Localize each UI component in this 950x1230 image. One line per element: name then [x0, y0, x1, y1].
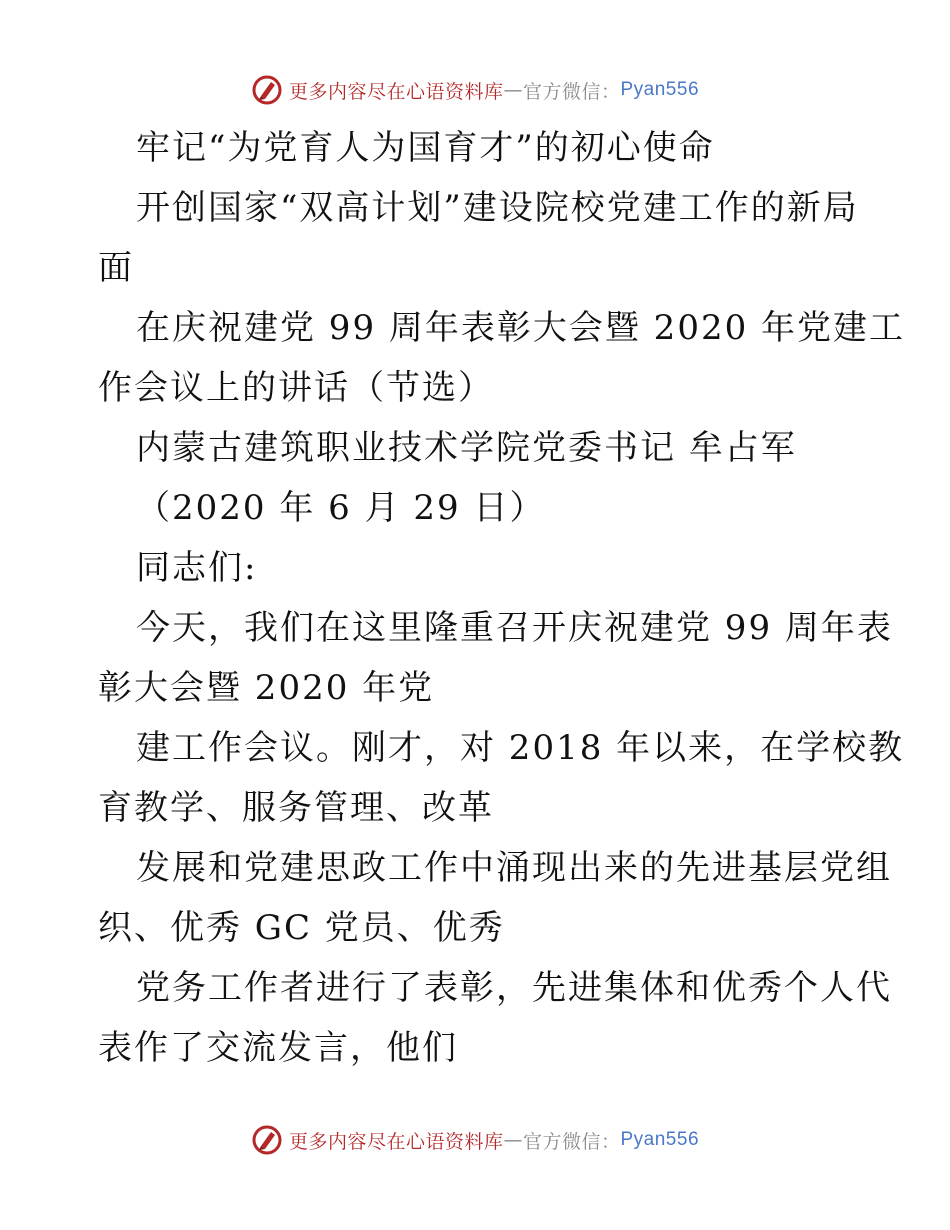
document-line: 彰大会暨 2020 年党: [98, 668, 435, 708]
footer-watermark: [0, 1120, 950, 1160]
document-line: 开创国家“双高计划”建设院校党建工作的新局: [136, 188, 859, 228]
document-line: 面: [98, 248, 134, 288]
watermark-wechat-label: 官方微信：: [522, 1130, 621, 1153]
document-line: （2020 年 6 月 29 日）: [136, 488, 546, 528]
document-line: 党务工作者进行了表彰，先进集体和优秀个人代: [136, 968, 892, 1008]
document-body: [98, 118, 906, 1078]
document-line: 今天，我们在这里隆重召开庆祝建党 99 周年表: [136, 608, 893, 648]
document-line: 表作了交流发言，他们: [98, 1028, 458, 1068]
document-line: 织、优秀 GC 党员、优秀: [98, 908, 505, 948]
document-line: 建工作会议。刚才，对 2018 年以来，在学校教: [136, 728, 905, 768]
watermark-dash: —: [503, 79, 523, 101]
pen-logo-icon: [251, 74, 283, 106]
document-line: 在庆祝建党 99 周年表彰大会暨 2020 年党建工: [136, 308, 906, 348]
header-watermark: [0, 70, 950, 110]
watermark-wechat-label: 官方微信：: [522, 80, 621, 103]
document-line: 同志们:: [136, 548, 258, 588]
document-line: 内蒙古建筑职业技术学院党委书记 牟占军: [136, 428, 797, 468]
watermark-wechat-id: Pyan556: [620, 1129, 700, 1150]
document-line: 育教学、服务管理、改革: [98, 788, 494, 828]
watermark-dash: —: [503, 1129, 523, 1151]
document-line: 发展和党建思政工作中涌现出来的先进基层党组: [136, 848, 892, 888]
watermark-library-text: 更多内容尽在心语资料库: [288, 1130, 504, 1153]
document-line: 牢记“为党育人为国育才”的初心使命: [136, 128, 715, 168]
pen-logo-icon: [251, 1124, 283, 1156]
document-line: 作会议上的讲话（节选）: [98, 368, 494, 408]
watermark-library-text: 更多内容尽在心语资料库: [288, 80, 504, 103]
watermark-wechat-id: Pyan556: [620, 79, 700, 100]
